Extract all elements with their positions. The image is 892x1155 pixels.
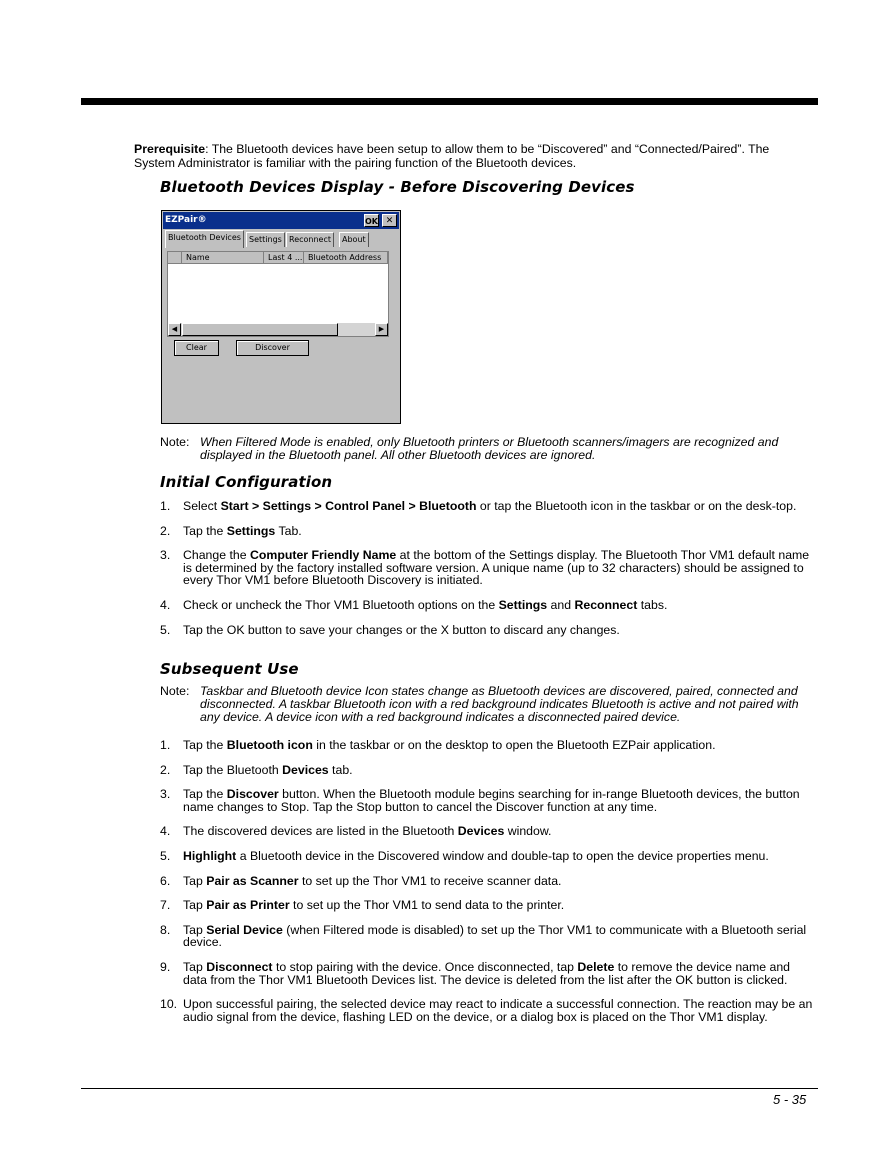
column-header-name: Name — [182, 252, 264, 264]
step-item — [160, 500, 816, 513]
ezpair-titlebar — [163, 212, 399, 229]
note-label: Note: — [160, 684, 190, 698]
step-emphasis: Serial Device — [206, 922, 283, 937]
prerequisite-line-2: System Administrator is familiar with the pairing function of the Bluetooth devices. — [134, 156, 577, 170]
step-emphasis: Discover — [226, 787, 279, 802]
step-number: 2. — [160, 762, 171, 777]
step-text: (when Filtered mode is disabled) to set up the Thor VM1 to communicate with a Bluetooth serial device. — [183, 922, 807, 950]
note-text: Taskbar and Bluetooth device Icon states change as Bluetooth devices are discovered, paired, connected and disconnected. A taskbar Bluetooth icon with a red background indicates Bluetooth is active and not paired with any device. A device icon with a red background indicates a disconnected paired device. — [200, 684, 799, 724]
step-number: 1. — [160, 738, 171, 752]
close-icon: ✕ — [382, 214, 397, 227]
step-text: Upon successful pairing, the selected device may react to indicate a successful connection. The reaction may be an audio signal from the device, flashing LED on the device, or a dialog box is placed on the Thor VM1 display. — [183, 997, 813, 1024]
scroll-right-icon: ▶ — [375, 323, 388, 336]
step-number: 10. — [160, 997, 178, 1012]
discover-button: Discover — [236, 340, 309, 356]
step-emphasis: Devices — [282, 762, 329, 777]
prerequisite-paragraph — [134, 142, 816, 170]
step-item — [160, 924, 816, 949]
note-filtered-mode — [160, 436, 816, 462]
step-number: 4. — [160, 824, 171, 839]
initial-steps-list — [160, 500, 816, 636]
step-emphasis: Devices — [457, 824, 505, 839]
step-text: to remove the device name and data from the Thor VM1 Bluetooth Devices list. The device is deleted from the list after the OK button is clicked. — [183, 959, 791, 987]
prerequisite-label: Prerequisite — [134, 142, 206, 156]
step-text: to set up the Thor VM1 to receive scanner data. — [298, 873, 562, 888]
step-emphasis: Disconnect — [206, 959, 273, 974]
step-text: Tab. — [275, 523, 302, 538]
step-number: 9. — [160, 959, 171, 974]
column-header-address: Bluetooth Address — [304, 252, 388, 264]
section-heading-initial-configuration: Initial Configuration — [160, 473, 333, 491]
step-item — [160, 998, 816, 1023]
step-item — [160, 599, 816, 612]
step-text: The discovered devices are listed in the Bluetooth — [183, 824, 458, 839]
step-text: Tap the — [183, 523, 227, 538]
step-text: Tap the OK button to save your changes or the X button to discard any changes. — [183, 622, 620, 637]
clear-button: Clear — [174, 340, 219, 356]
step-emphasis: Pair as Printer — [206, 898, 290, 913]
tab-reconnect: Reconnect — [286, 232, 334, 247]
step-text: tabs. — [637, 597, 668, 612]
header-rule — [81, 98, 818, 105]
step-emphasis: Bluetooth icon — [226, 738, 313, 752]
ok-button: OK — [364, 214, 379, 227]
section-heading-display-before: Bluetooth Devices Display - Before Discovering Devices — [160, 178, 635, 196]
column-header-last4: Last 4 ... — [264, 252, 304, 264]
step-emphasis: Computer Friendly Name — [250, 548, 397, 563]
step-emphasis: Settings — [498, 597, 548, 612]
step-emphasis: Highlight — [183, 848, 237, 863]
step-text: Tap the Bluetooth — [183, 762, 283, 777]
step-number: 5. — [160, 622, 171, 637]
step-text: Tap — [183, 873, 207, 888]
step-number: 5. — [160, 848, 171, 863]
step-number: 3. — [160, 548, 171, 563]
step-number: 3. — [160, 787, 171, 802]
ezpair-title: EZPair® — [165, 215, 207, 225]
note-label: Note: — [160, 435, 190, 449]
step-item — [160, 875, 816, 888]
step-item — [160, 624, 816, 637]
step-text: in the taskbar or on the desktop to open the Bluetooth EZPair application. — [312, 738, 716, 752]
step-number: 2. — [160, 523, 171, 538]
step-item — [160, 739, 816, 752]
step-emphasis: Start > Settings > Control Panel > Bluetooth — [220, 499, 477, 513]
column-header-blank — [168, 252, 182, 264]
step-number: 1. — [160, 499, 171, 513]
prerequisite-text-1: : The Bluetooth devices have been setup to allow them to be “Discovered” and “Connected/Paired”. The — [205, 142, 770, 156]
step-item — [160, 850, 816, 863]
step-item — [160, 899, 816, 912]
devices-list — [167, 251, 389, 337]
step-number: 8. — [160, 922, 171, 937]
step-text: or tap the Bluetooth icon in the taskbar or on the desk-top. — [476, 499, 797, 513]
ezpair-screenshot — [161, 210, 401, 424]
step-text: window. — [504, 824, 552, 839]
step-text: Tap — [183, 898, 207, 913]
tab-bluetooth-devices: Bluetooth Devices — [165, 230, 244, 248]
step-text: Check or uncheck the Thor VM1 Bluetooth options on the — [183, 597, 499, 612]
step-item — [160, 961, 816, 986]
step-text: Tap the — [183, 787, 227, 802]
step-emphasis: Pair as Scanner — [206, 873, 299, 888]
step-emphasis: Delete — [577, 959, 615, 974]
scroll-left-icon: ◀ — [168, 323, 181, 336]
step-number: 7. — [160, 898, 171, 913]
step-text: at the bottom of the Settings display. The Bluetooth Thor VM1 default name is determined by the factory installed software version. A unique name (up to 32 characters) should be assigned to every Thor VM1 before Bluetooth Discovery is initiated. — [183, 548, 810, 588]
subsequent-steps-list — [160, 739, 816, 1023]
section-heading-subsequent-use: Subsequent Use — [160, 660, 299, 678]
step-text: Tap the — [183, 738, 227, 752]
prerequisite-line-1 — [134, 142, 816, 156]
step-text: to stop pairing with the device. Once disconnected, tap — [272, 959, 578, 974]
step-item — [160, 764, 816, 777]
step-text: Change the — [183, 548, 251, 563]
step-item — [160, 788, 816, 813]
step-text: tab. — [328, 762, 353, 777]
step-text: Tap — [183, 922, 207, 937]
horizontal-scrollbar — [168, 323, 388, 336]
step-number: 6. — [160, 873, 171, 888]
step-text: to set up the Thor VM1 to send data to the printer. — [289, 898, 565, 913]
step-number: 4. — [160, 597, 171, 612]
step-item — [160, 825, 816, 838]
step-emphasis: Settings — [226, 523, 276, 538]
note-text: When Filtered Mode is enabled, only Bluetooth printers or Bluetooth scanners/imagers are recognized and displayed in the Bluetooth panel. All other Bluetooth devices are ignored. — [200, 435, 779, 462]
step-text: Tap — [183, 959, 207, 974]
scroll-thumb — [182, 323, 338, 336]
step-emphasis: Reconnect — [574, 597, 638, 612]
step-text: Select — [183, 499, 221, 513]
step-text: a Bluetooth device in the Discovered window and double-tap to open the device properties menu. — [236, 848, 769, 863]
page-number: 5 - 35 — [773, 1092, 807, 1107]
step-text: button. When the Bluetooth module begins searching for in-range Bluetooth devices, the button name changes to Stop. Tap the Stop button to cancel the Discover function at any time. — [183, 787, 800, 814]
tab-about: About — [339, 232, 369, 247]
note-icon-states — [160, 685, 816, 724]
footer-rule — [81, 1088, 818, 1089]
tab-settings: Settings — [246, 232, 285, 247]
step-item — [160, 525, 816, 538]
step-text: and — [547, 597, 575, 612]
step-item — [160, 549, 816, 587]
